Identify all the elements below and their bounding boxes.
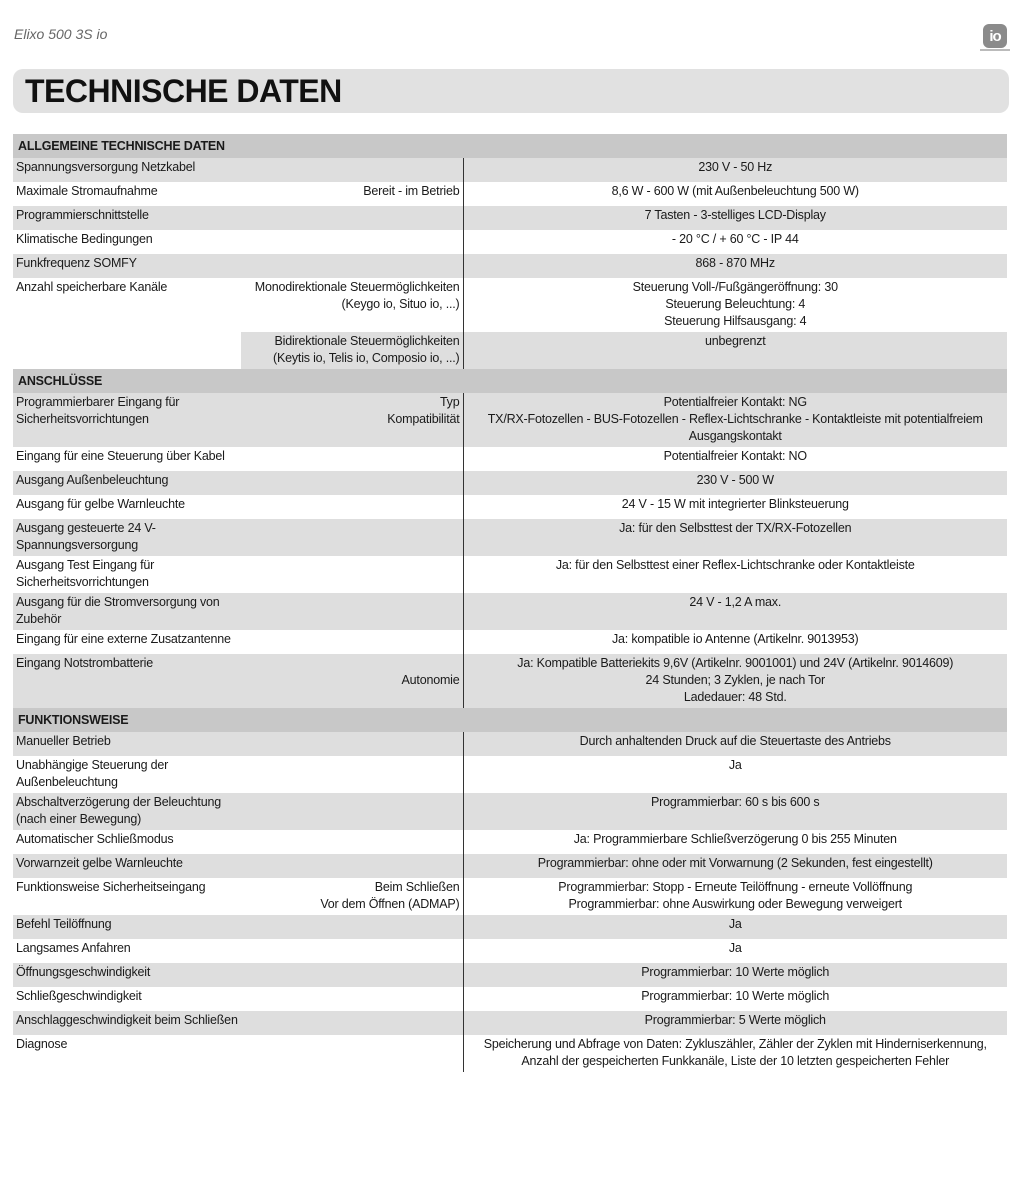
table-row [13, 447, 1007, 471]
table-row [13, 519, 1007, 556]
row-value: Ja: für den Selbsttest einer Reflex-Lichtschranke oder Kontaktleiste [463, 556, 1007, 593]
row-sublabel: Typ Kompatibilität [241, 393, 463, 447]
row-sublabel [241, 630, 463, 654]
row-label: Abschaltverzögerung der Beleuchtung (nach einer Bewegung) [13, 793, 241, 830]
row-label [13, 332, 241, 369]
row-sublabel [241, 495, 463, 519]
table-row [13, 393, 1007, 447]
table-row [13, 254, 1007, 278]
row-sublabel [241, 756, 463, 793]
row-value: 24 V - 15 W mit integrierter Blinksteuerung [463, 495, 1007, 519]
row-sublabel [241, 793, 463, 830]
row-label: Unabhängige Steuerung der Außenbeleuchtung [13, 756, 241, 793]
row-value: 8,6 W - 600 W (mit Außenbeleuchtung 500 W) [463, 182, 1007, 206]
row-label: Programmierschnittstelle [13, 206, 241, 230]
section-heading: FUNKTIONSWEISE [13, 708, 1007, 732]
row-sublabel [241, 206, 463, 230]
row-value: Ja: Programmierbare Schließverzögerung 0 bis 255 Minuten [463, 830, 1007, 854]
row-label: Spannungsversorgung Netzkabel [13, 158, 241, 182]
row-label: Vorwarnzeit gelbe Warnleuchte [13, 854, 241, 878]
io-logo-icon: io [983, 24, 1007, 48]
row-value: Ja [463, 756, 1007, 793]
row-label: Ausgang für die Stromversorgung von Zubehör [13, 593, 241, 630]
row-label: Programmierbarer Eingang für Sicherheitsvorrichtungen [13, 393, 241, 447]
row-label: Funkfrequenz SOMFY [13, 254, 241, 278]
row-sublabel [241, 519, 463, 556]
row-sublabel [241, 1035, 463, 1072]
table-row [13, 593, 1007, 630]
row-label: Langsames Anfahren [13, 939, 241, 963]
row-label: Ausgang Außenbeleuchtung [13, 471, 241, 495]
row-value: 7 Tasten - 3-stelliges LCD-Display [463, 206, 1007, 230]
table-row [13, 987, 1007, 1011]
row-value: Durch anhaltenden Druck auf die Steuertaste des Antriebs [463, 732, 1007, 756]
table-row [13, 915, 1007, 939]
row-sublabel [241, 556, 463, 593]
row-sublabel: Monodirektionale Steuermöglichkeiten (Keygo io, Situo io, ...) [241, 278, 463, 332]
section-header [13, 708, 1007, 732]
table-row [13, 963, 1007, 987]
table-row [13, 854, 1007, 878]
row-sublabel [241, 830, 463, 854]
table-row [13, 495, 1007, 519]
row-value: 230 V - 500 W [463, 471, 1007, 495]
table-row [13, 793, 1007, 830]
page-title: TECHNISCHE DATEN [25, 73, 342, 109]
table-row [13, 1011, 1007, 1035]
row-sublabel: Bereit - im Betrieb [241, 182, 463, 206]
table-row [13, 158, 1007, 182]
table-row [13, 206, 1007, 230]
row-value: 868 - 870 MHz [463, 254, 1007, 278]
section-heading: ALLGEMEINE TECHNISCHE DATEN [13, 134, 1007, 158]
row-sublabel [241, 471, 463, 495]
table-row [13, 471, 1007, 495]
row-label: Öffnungsgeschwindigkeit [13, 963, 241, 987]
table-row [13, 630, 1007, 654]
row-label: Anzahl speicherbare Kanäle [13, 278, 241, 332]
row-sublabel [241, 963, 463, 987]
row-value: 230 V - 50 Hz [463, 158, 1007, 182]
row-sublabel [241, 593, 463, 630]
row-label: Eingang Notstrombatterie [13, 654, 241, 708]
row-label: Anschlaggeschwindigkeit beim Schließen [13, 1011, 241, 1035]
table-row [13, 1035, 1007, 1072]
row-value: Programmierbar: 10 Werte möglich [463, 963, 1007, 987]
row-value: Programmierbar: 5 Werte möglich [463, 1011, 1007, 1035]
row-label: Eingang für eine externe Zusatzantenne [13, 630, 241, 654]
row-sublabel [241, 1011, 463, 1035]
row-value: 24 V - 1,2 A max. [463, 593, 1007, 630]
row-value: Speicherung und Abfrage von Daten: Zykluszähler, Zähler der Zyklen mit Hinderniserkennung, Anzahl der gespeicherten Funkkanäle, Liste der 10 letzten gespeicherten Fehler [463, 1035, 1007, 1072]
table-row [13, 556, 1007, 593]
row-label: Befehl Teilöffnung [13, 915, 241, 939]
row-label: Schließgeschwindigkeit [13, 987, 241, 1011]
table-row [13, 732, 1007, 756]
row-sublabel [241, 854, 463, 878]
row-value: Ja: Kompatible Batteriekits 9,6V (Artikelnr. 9001001) und 24V (Artikelnr. 9014609) 24 Stunden; 3 Zyklen, je nach Tor Ladedauer: 48 Std. [463, 654, 1007, 708]
table-row [13, 278, 1007, 332]
row-label: Automatischer Schließmodus [13, 830, 241, 854]
row-label: Diagnose [13, 1035, 241, 1072]
section-header [13, 369, 1007, 393]
row-sublabel [241, 939, 463, 963]
row-value: Potentialfreier Kontakt: NG TX/RX-Fotozellen - BUS-Fotozellen - Reflex-Lichtschranke - Kontaktleiste mit potentialfreiem Ausgangskontakt [463, 393, 1007, 447]
row-label: Klimatische Bedingungen [13, 230, 241, 254]
row-label: Ausgang Test Eingang für Sicherheitsvorrichtungen [13, 556, 241, 593]
table-row [13, 756, 1007, 793]
row-sublabel [241, 915, 463, 939]
row-value: Programmierbar: 60 s bis 600 s [463, 793, 1007, 830]
row-label: Maximale Stromaufnahme [13, 182, 241, 206]
table-row [13, 230, 1007, 254]
row-label: Funktionsweise Sicherheitseingang [13, 878, 241, 915]
row-value: Ja [463, 939, 1007, 963]
table-row [13, 654, 1007, 708]
row-value: Programmierbar: 10 Werte möglich [463, 987, 1007, 1011]
document-model-name: Elixo 500 3S io [14, 26, 108, 42]
row-sublabel [241, 987, 463, 1011]
row-sublabel: Beim Schließen Vor dem Öffnen (ADMAP) [241, 878, 463, 915]
section-heading: ANSCHLÜSSE [13, 369, 1007, 393]
row-label: Ausgang für gelbe Warnleuchte [13, 495, 241, 519]
row-value: Steuerung Voll-/Fußgängeröffnung: 30 Steuerung Beleuchtung: 4 Steuerung Hilfsausgang: 4 [463, 278, 1007, 332]
row-value: Potentialfreier Kontakt: NO [463, 447, 1007, 471]
row-sublabel: Bidirektionale Steuermöglichkeiten (Keytis io, Telis io, Composio io, ...) [241, 332, 463, 369]
table-row [13, 939, 1007, 963]
logo-caption-line [980, 49, 1010, 51]
row-value: Ja: für den Selbsttest der TX/RX-Fotozellen [463, 519, 1007, 556]
row-sublabel [241, 254, 463, 278]
section-header [13, 134, 1007, 158]
table-row [13, 332, 1007, 369]
row-sublabel [241, 158, 463, 182]
row-value: unbegrenzt [463, 332, 1007, 369]
table-row [13, 830, 1007, 854]
row-value: Ja: kompatible io Antenne (Artikelnr. 9013953) [463, 630, 1007, 654]
row-sublabel [241, 732, 463, 756]
table-row [13, 182, 1007, 206]
row-sublabel [241, 447, 463, 471]
table-row [13, 878, 1007, 915]
row-label: Ausgang gesteuerte 24 V-Spannungsversorgung [13, 519, 241, 556]
row-value: Programmierbar: Stopp - Erneute Teilöffnung - erneute Vollöffnung Programmierbar: ohne Auswirkung oder Bewegung verweigert [463, 878, 1007, 915]
spec-table [13, 134, 1007, 1072]
row-sublabel: Autonomie [241, 654, 463, 708]
row-value: Ja [463, 915, 1007, 939]
row-label: Eingang für eine Steuerung über Kabel [13, 447, 241, 471]
row-sublabel [241, 230, 463, 254]
row-value: - 20 °C / + 60 °C - IP 44 [463, 230, 1007, 254]
row-value: Programmierbar: ohne oder mit Vorwarnung (2 Sekunden, fest eingestellt) [463, 854, 1007, 878]
row-label: Manueller Betrieb [13, 732, 241, 756]
title-bar [13, 69, 1009, 113]
